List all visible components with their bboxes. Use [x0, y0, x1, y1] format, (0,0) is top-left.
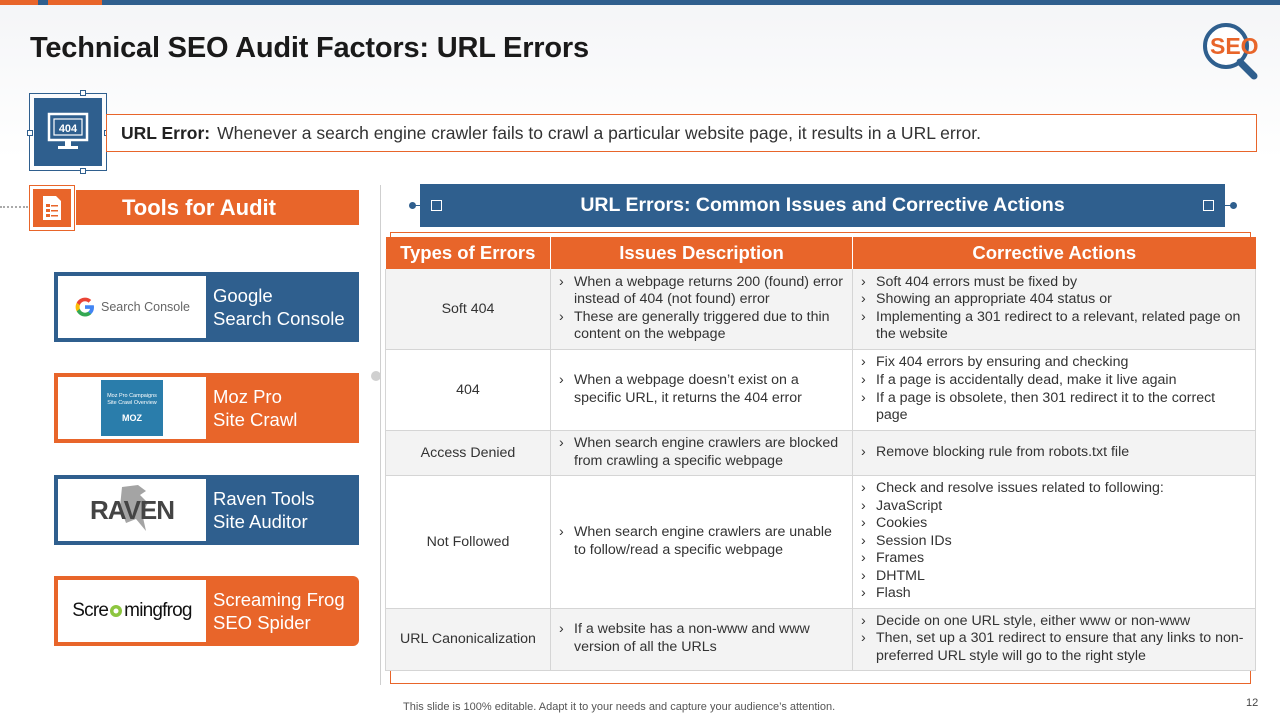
top-accent-bar — [0, 0, 1280, 5]
tool-name-line2: Site Auditor — [213, 511, 308, 532]
frog-icon — [109, 604, 123, 618]
action-item: › If a page is obsolete, then 301 redirect it to the correct page — [859, 390, 1249, 425]
404-monitor-icon — [34, 98, 102, 166]
tool-name-line1: Google — [213, 285, 273, 306]
screaming-frog-logo — [58, 580, 206, 642]
error-type: Access Denied — [386, 430, 551, 475]
selection-handle — [80, 90, 86, 96]
action-item: › Flash — [859, 585, 1249, 603]
issue-item: › When search engine crawlers are blocked from crawling a specific webpage — [557, 435, 846, 470]
issue-item: › When a webpage doesn’t exist on a specific URL, it returns the 404 error — [557, 372, 846, 407]
action-item: › Implementing a 301 redirect to a relevant, related page on the website — [859, 309, 1249, 344]
actions-cell — [853, 430, 1256, 475]
tool-name-line2: Site Crawl — [213, 409, 298, 430]
issues-cell — [551, 430, 853, 475]
vertical-divider — [380, 185, 381, 685]
google-logo-text: Search Console — [101, 300, 190, 314]
tool-card-google-search-console — [54, 272, 359, 342]
action-item: › Check and resolve issues related to following: — [859, 480, 1249, 498]
moz-logo-brand: MOZ — [122, 413, 142, 423]
tool-name-line1: Screaming Frog — [213, 589, 345, 610]
action-item: › JavaScript — [859, 498, 1249, 516]
table-row — [386, 269, 1256, 349]
issue-item: › When a webpage returns 200 (found) error instead of 404 (not found) error — [557, 274, 846, 309]
action-item: › Cookies — [859, 515, 1249, 533]
action-item: › Soft 404 errors must be fixed by — [859, 274, 1249, 292]
frog-logo-text-b: mingfrog — [124, 600, 192, 621]
tool-name-line2: Search Console — [213, 308, 345, 329]
definition-term: URL Error: — [121, 122, 211, 143]
tools-heading: Tools for Audit — [76, 190, 359, 225]
actions-cell — [853, 608, 1256, 670]
document-list-icon — [30, 186, 74, 230]
table-title-bar — [420, 184, 1225, 227]
table-row — [386, 475, 1256, 608]
table-row — [386, 430, 1256, 475]
issues-cell — [551, 269, 853, 349]
dotted-connector — [0, 206, 28, 208]
actions-cell — [853, 269, 1256, 349]
moz-pro-logo — [58, 377, 206, 439]
404-icon-text: 404 — [58, 123, 78, 135]
google-g-icon — [74, 296, 96, 318]
google-search-console-logo — [58, 276, 206, 338]
table-header-row — [386, 237, 1256, 269]
issue-item: › These are generally triggered due to thin content on the webpage — [557, 309, 846, 344]
error-type: URL Canonicalization — [386, 608, 551, 670]
header-dot-right — [1230, 202, 1237, 209]
tool-card-raven-tools — [54, 475, 359, 545]
logo-text: SEO — [1210, 33, 1259, 59]
selection-handle — [27, 130, 33, 136]
column-header: Corrective Actions — [853, 237, 1256, 269]
action-item: › Session IDs — [859, 533, 1249, 551]
table-row — [386, 608, 1256, 670]
column-header: Types of Errors — [386, 237, 551, 269]
square-icon — [1203, 200, 1214, 211]
selection-handle — [80, 168, 86, 174]
issue-item: › When search engine crawlers are unable to follow/read a specific webpage — [557, 524, 846, 559]
square-icon — [431, 200, 442, 211]
error-type: 404 — [386, 349, 551, 430]
action-item: › Remove blocking rule from robots.txt file — [859, 444, 1249, 462]
seo-magnifier-logo — [1200, 22, 1272, 82]
header-dot-left — [409, 202, 416, 209]
action-item: › Decide on one URL style, either www or non-www — [859, 613, 1249, 631]
frog-logo-text-a: Scre — [72, 600, 109, 621]
tool-name-line2: SEO Spider — [213, 612, 311, 633]
tool-name-line1: Raven Tools — [213, 488, 315, 509]
page-number: 12 — [1246, 697, 1259, 709]
definition-box — [106, 114, 1257, 152]
tool-name-line1: Moz Pro — [213, 386, 282, 407]
table-title: URL Errors: Common Issues and Corrective Actions — [580, 194, 1065, 216]
tool-card-moz-pro — [54, 373, 359, 443]
slide-title: Technical SEO Audit Factors: URL Errors — [30, 32, 589, 64]
actions-cell — [853, 475, 1256, 608]
action-item: › Showing an appropriate 404 status or — [859, 291, 1249, 309]
action-item: › If a page is accidentally dead, make it live again — [859, 372, 1249, 390]
table-row — [386, 349, 1256, 430]
issues-cell — [551, 475, 853, 608]
column-header: Issues Description — [551, 237, 853, 269]
footer-note: This slide is 100% editable. Adapt it to your needs and capture your audience’s attention. — [403, 701, 836, 713]
definition-text: Whenever a search engine crawler fails to crawl a particular website page, it results in a URL error. — [217, 122, 981, 143]
action-item: › Then, set up a 301 redirect to ensure that any links to non-preferred URL style will go to the right style — [859, 630, 1249, 665]
issues-cell — [551, 349, 853, 430]
issue-item: › If a website has a non-www and www version of all the URLs — [557, 621, 846, 656]
tool-card-screaming-frog — [54, 576, 359, 646]
raven-tools-logo — [58, 479, 206, 541]
actions-cell — [853, 349, 1256, 430]
raven-logo-text: RAVEN — [89, 494, 175, 525]
action-item: › DHTML — [859, 568, 1249, 586]
issues-cell — [551, 608, 853, 670]
action-item: › Fix 404 errors by ensuring and checking — [859, 354, 1249, 372]
error-type: Soft 404 — [386, 269, 551, 349]
moz-logo-caption: Moz Pro Campaigns Site Crawl Overview — [107, 393, 157, 406]
error-type: Not Followed — [386, 475, 551, 608]
action-item: › Frames — [859, 550, 1249, 568]
url-errors-table — [385, 237, 1256, 671]
divider-dot — [371, 371, 381, 381]
